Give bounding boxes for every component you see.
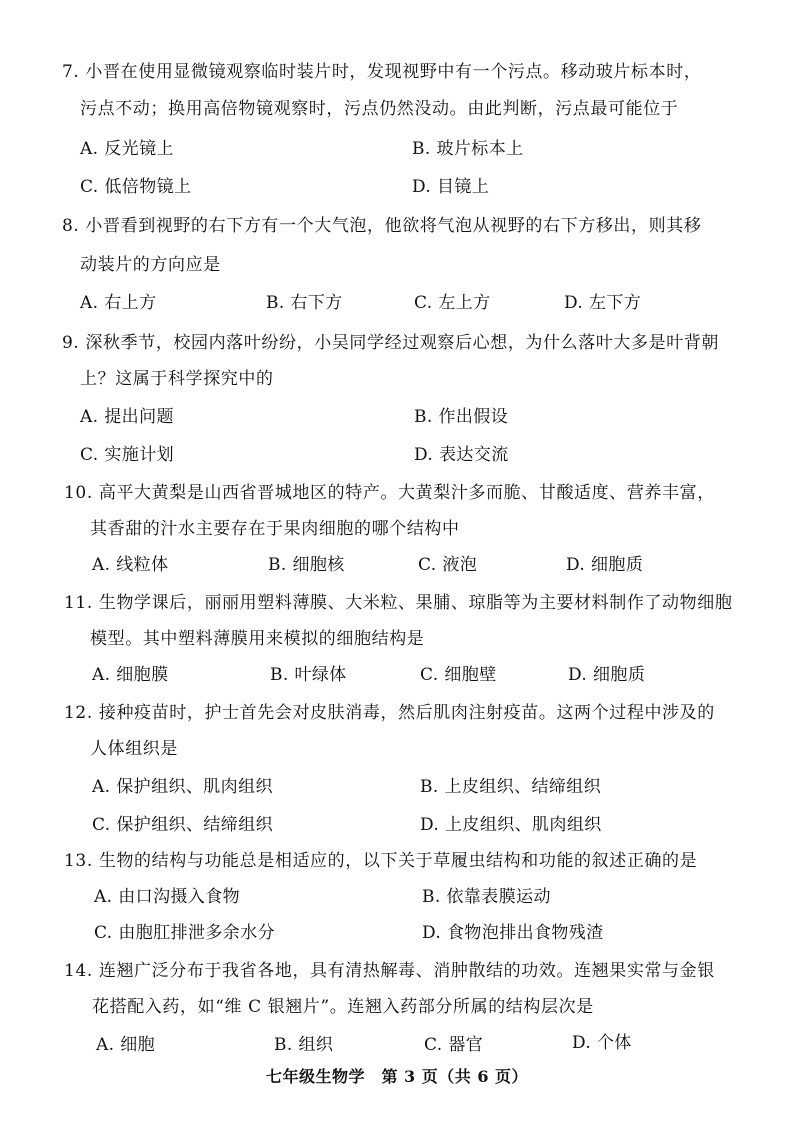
option-d: D. 细胞质 — [568, 665, 646, 685]
option-a: A. 反光镜上 — [80, 139, 174, 159]
question-stem-line: 动装片的方向应是 — [80, 255, 221, 275]
option-d: D. 细胞质 — [566, 555, 644, 575]
option-a: A. 细胞膜 — [92, 665, 169, 685]
option-b: B. 右下方 — [266, 293, 343, 313]
question-stem-line: 人体组织是 — [90, 739, 178, 759]
option-d: D. 表达交流 — [414, 445, 509, 465]
option-c: C. 器官 — [424, 1035, 484, 1055]
option-a: A. 右上方 — [80, 293, 157, 313]
option-c: C. 低倍物镜上 — [80, 177, 192, 197]
question-stem-line: 8. 小晋看到视野的右下方有一个大气泡，他欲将气泡从视野的右下方移出，则其移 — [62, 216, 702, 236]
question-stem-line: 13. 生物的结构与功能总是相适应的，以下关于草履虫结构和功能的叙述正确的是 — [64, 851, 698, 871]
option-d: D. 个体 — [572, 1033, 632, 1053]
question-stem-line: 10. 高平大黄梨是山西省晋城地区的特产。大黄梨汁多而脆、甘酸适度、营养丰富， — [64, 483, 715, 503]
question-stem-line: 7. 小晋在使用显微镜观察临时装片时，发现视野中有一个污点。移动玻片标本时， — [62, 62, 702, 82]
option-a: A. 线粒体 — [92, 555, 169, 575]
option-c: C. 左上方 — [414, 293, 491, 313]
option-b: B. 作出假设 — [414, 407, 509, 427]
option-c: C. 保护组织、结缔组织 — [92, 815, 274, 835]
option-c: C. 细胞壁 — [420, 665, 497, 685]
question-stem-line: 其香甜的汁水主要存在于果肉细胞的哪个结构中 — [90, 519, 460, 539]
question-stem-line: 上？这属于科学探究中的 — [80, 369, 274, 389]
option-a: A. 由口沟摄入食物 — [94, 887, 241, 907]
option-b: B. 依靠表膜运动 — [422, 887, 551, 907]
question-stem-line: 11. 生物学课后，丽丽用塑料薄膜、大米粒、果脯、琼脂等为主要材料制作了动物细胞 — [64, 593, 733, 613]
question-stem-line: 模型。其中塑料薄膜用来模拟的细胞结构是 — [90, 629, 425, 649]
option-c: C. 液泡 — [418, 555, 478, 575]
question-stem-line: 9. 深秋季节，校园内落叶纷纷，小吴同学经过观察后心想，为什么落叶大多是叶背朝 — [62, 333, 720, 353]
option-a: A. 细胞 — [96, 1035, 156, 1055]
option-d: D. 上皮组织、肌肉组织 — [420, 815, 602, 835]
option-a: A. 保护组织、肌肉组织 — [92, 777, 273, 797]
question-stem-line: 12. 接种疫苗时，护士首先会对皮肤消毒，然后肌肉注射疫苗。这两个过程中涉及的 — [64, 703, 715, 723]
option-a: A. 提出问题 — [80, 407, 174, 427]
question-stem-line: 14. 连翘广泛分布于我省各地，具有清热解毒、消肿散结的功效。连翘果实常与金银 — [64, 961, 715, 981]
option-b: B. 细胞核 — [268, 555, 345, 575]
option-b: B. 叶绿体 — [270, 665, 347, 685]
option-b: B. 玻片标本上 — [412, 139, 524, 159]
option-b: B. 组织 — [274, 1035, 334, 1055]
option-c: C. 由胞肛排泄多余水分 — [94, 923, 276, 943]
page-footer: 七年级生物学 第 3 页（共 6 页） — [265, 1067, 529, 1086]
option-d: D. 左下方 — [564, 293, 642, 313]
option-d: D. 食物泡排出食物残渣 — [422, 923, 604, 943]
option-d: D. 目镜上 — [412, 177, 490, 197]
option-b: B. 上皮组织、结缔组织 — [420, 777, 602, 797]
question-stem-line: 花搭配入药，如“维 C 银翘片”。连翘入药部分所属的结构层次是 — [92, 997, 594, 1017]
option-c: C. 实施计划 — [80, 445, 175, 465]
question-stem-line: 污点不动；换用高倍物镜观察时，污点仍然没动。由此判断，污点最可能位于 — [80, 99, 679, 119]
